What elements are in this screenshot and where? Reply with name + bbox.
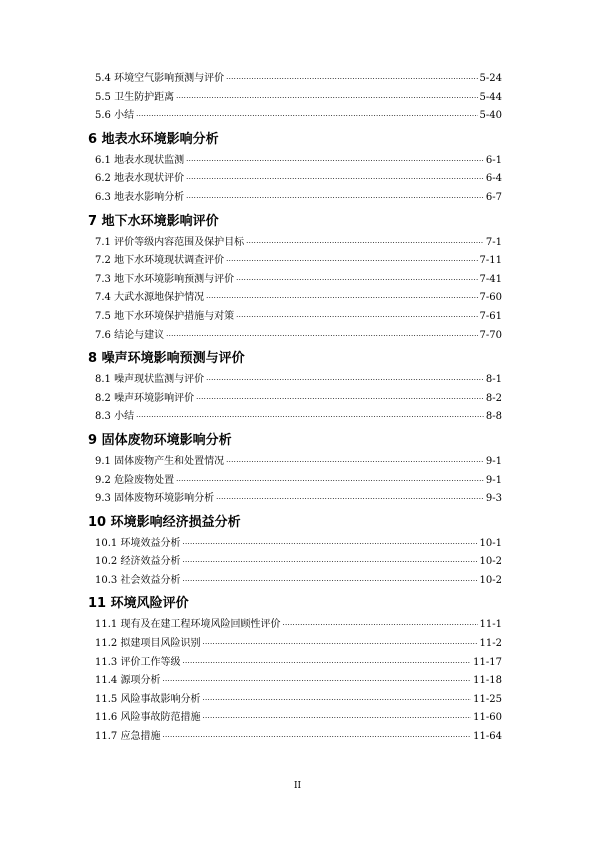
dot-leader <box>202 635 477 654</box>
toc-chapter-heading[interactable] <box>88 511 502 535</box>
chapter-title: 11 环境风险评价 <box>88 596 189 612</box>
toc-entry[interactable] <box>88 728 502 747</box>
toc-entry-page: 9-1 <box>485 474 502 486</box>
toc-entry-label: 11.6 风险事故防范措施 <box>95 712 201 724</box>
dot-leader <box>182 535 477 554</box>
toc-chapter-heading[interactable] <box>88 210 502 234</box>
toc-entry-label: 5.6 小结 <box>95 110 135 122</box>
toc-entry-label: 8.2 噪声环境影响评价 <box>95 392 195 404</box>
toc-entry[interactable] <box>88 390 502 409</box>
dot-leader <box>206 289 477 308</box>
dot-leader <box>226 252 477 271</box>
toc-entry-page: 7-70 <box>479 329 502 341</box>
toc-entry[interactable] <box>88 490 502 509</box>
dot-leader <box>136 408 484 427</box>
toc-entry[interactable] <box>88 572 502 591</box>
dot-leader <box>166 327 477 346</box>
toc-entry[interactable] <box>88 535 502 554</box>
toc-entry-page: 8-1 <box>485 374 502 386</box>
toc-entry-label: 10.1 环境效益分析 <box>95 537 181 549</box>
toc-entry-label: 11.7 应急措施 <box>95 731 161 743</box>
toc-entry-page: 11-64 <box>473 731 502 743</box>
toc-entry-page: 7-11 <box>479 255 502 267</box>
toc-entry[interactable] <box>88 472 502 491</box>
toc-entry[interactable] <box>88 709 502 728</box>
toc-entry[interactable] <box>88 252 502 271</box>
toc-entry-label: 6.2 地表水现状评价 <box>95 173 185 185</box>
dot-leader <box>226 70 477 89</box>
toc-entry-label: 6.1 地表水现状监测 <box>95 154 185 166</box>
toc-entry[interactable] <box>88 70 502 89</box>
toc-entry-label: 9.1 固体废物产生和处置情况 <box>95 455 225 467</box>
toc-entry-page: 8-2 <box>485 392 502 404</box>
toc-entry[interactable] <box>88 672 502 691</box>
toc-entry[interactable] <box>88 107 502 126</box>
toc-entry[interactable] <box>88 152 502 171</box>
toc-entry-label: 11.5 风险事故影响分析 <box>95 693 201 705</box>
toc-entry-page: 11-18 <box>473 675 502 687</box>
toc-entry-page: 7-1 <box>485 236 502 248</box>
toc-entry-label: 8.1 噪声现状监测与评价 <box>95 374 205 386</box>
dot-leader <box>226 453 484 472</box>
toc-entry-page: 11-17 <box>473 656 502 668</box>
toc-entry-page: 10-2 <box>479 556 502 568</box>
toc-entry-page: 5-24 <box>479 73 502 84</box>
dot-leader <box>206 371 484 390</box>
toc-entry-page: 11-60 <box>473 712 502 724</box>
dot-leader <box>196 390 484 409</box>
toc-entry[interactable] <box>88 453 502 472</box>
toc-entry[interactable] <box>88 170 502 189</box>
toc-entry-label: 11.2 拟建项目风险识别 <box>95 638 201 650</box>
dot-leader <box>182 553 477 572</box>
toc-entry-page: 7-41 <box>479 273 502 285</box>
dot-leader <box>176 472 484 491</box>
toc-entry-page: 11-2 <box>479 638 502 650</box>
toc-entry[interactable] <box>88 553 502 572</box>
page-number: II <box>293 781 302 791</box>
toc-entry-label: 7.4 大武水源地保护情况 <box>95 292 205 304</box>
toc-entry-label: 11.4 源项分析 <box>95 675 161 687</box>
toc-entry-page: 7-60 <box>479 292 502 304</box>
dot-leader <box>162 728 471 747</box>
toc-entry[interactable] <box>88 327 502 346</box>
dot-leader <box>182 572 477 591</box>
dot-leader <box>236 308 477 327</box>
toc-entry[interactable] <box>88 371 502 390</box>
dot-leader <box>162 672 471 691</box>
toc-entry[interactable] <box>88 616 502 635</box>
toc-entry-label: 7.1 评价等级内容范围及保护目标 <box>95 236 245 248</box>
toc-entry-label: 7.5 地下水环境保护措施与对策 <box>95 310 235 322</box>
toc-entry-page: 6-1 <box>485 154 502 166</box>
toc-entry[interactable] <box>88 635 502 654</box>
dot-leader <box>216 490 484 509</box>
toc-entry[interactable] <box>88 308 502 327</box>
dot-leader <box>186 189 484 208</box>
chapter-title: 9 固体废物环境影响分析 <box>88 432 232 448</box>
toc-entry-label: 8.3 小结 <box>95 411 135 423</box>
dot-leader <box>182 654 471 673</box>
toc-entry-page: 11-1 <box>479 619 502 631</box>
toc-entry-label: 11.1 现有及在建工程环境风险回顾性评价 <box>95 619 281 631</box>
toc-entry-page: 6-7 <box>485 191 502 203</box>
dot-leader <box>176 89 477 108</box>
toc-entry-page: 11-25 <box>473 693 502 705</box>
dot-leader <box>246 234 484 253</box>
toc-entry-label: 7.2 地下水环境现状调查评价 <box>95 255 225 267</box>
toc-entry-label: 7.6 结论与建议 <box>95 329 165 341</box>
toc-entry[interactable] <box>88 234 502 253</box>
dot-leader <box>282 616 477 635</box>
dot-leader <box>186 152 484 171</box>
chapter-title: 6 地表水环境影响分析 <box>88 131 219 147</box>
toc-entry-label: 11.3 评价工作等级 <box>95 656 181 668</box>
toc-entry-label: 5.4 环境空气影响预测与评价 <box>95 73 225 84</box>
table-of-contents <box>88 70 502 747</box>
toc-entry-page: 10-1 <box>479 537 502 549</box>
toc-entry-page: 5-40 <box>479 110 502 122</box>
toc-entry[interactable] <box>88 408 502 427</box>
dot-leader <box>186 170 484 189</box>
chapter-title: 10 环境影响经济损益分析 <box>88 514 241 530</box>
toc-entry[interactable] <box>88 271 502 290</box>
toc-entry-label: 10.3 社会效益分析 <box>95 574 181 586</box>
dot-leader <box>236 271 477 290</box>
toc-entry-page: 8-8 <box>485 411 502 423</box>
chapter-title: 8 噪声环境影响预测与评价 <box>88 351 245 367</box>
toc-entry-label: 6.3 地表水影响分析 <box>95 191 185 203</box>
toc-chapter-heading[interactable] <box>88 347 502 371</box>
toc-chapter-heading[interactable] <box>88 429 502 453</box>
toc-entry[interactable] <box>88 189 502 208</box>
toc-chapter-heading[interactable] <box>88 592 502 616</box>
toc-entry-label: 9.2 危险废物处置 <box>95 474 175 486</box>
toc-entry-page: 5-44 <box>479 91 502 103</box>
toc-entry[interactable] <box>88 691 502 710</box>
toc-entry[interactable] <box>88 289 502 308</box>
toc-entry-page: 9-3 <box>485 493 502 505</box>
toc-entry-label: 7.3 地下水环境影响预测与评价 <box>95 273 235 285</box>
dot-leader <box>136 107 477 126</box>
dot-leader <box>202 709 471 728</box>
toc-entry[interactable] <box>88 654 502 673</box>
toc-entry-page: 10-2 <box>479 574 502 586</box>
toc-chapter-heading[interactable] <box>88 128 502 152</box>
toc-entry-page: 7-61 <box>479 310 502 322</box>
toc-entry-label: 10.2 经济效益分析 <box>95 556 181 568</box>
toc-entry-label: 5.5 卫生防护距离 <box>95 91 175 103</box>
toc-entry-page: 9-1 <box>485 455 502 467</box>
toc-entry-label: 9.3 固体废物环境影响分析 <box>95 493 215 505</box>
chapter-title: 7 地下水环境影响评价 <box>88 213 219 229</box>
toc-entry-page: 6-4 <box>485 173 502 185</box>
dot-leader <box>202 691 471 710</box>
toc-entry[interactable] <box>88 89 502 108</box>
